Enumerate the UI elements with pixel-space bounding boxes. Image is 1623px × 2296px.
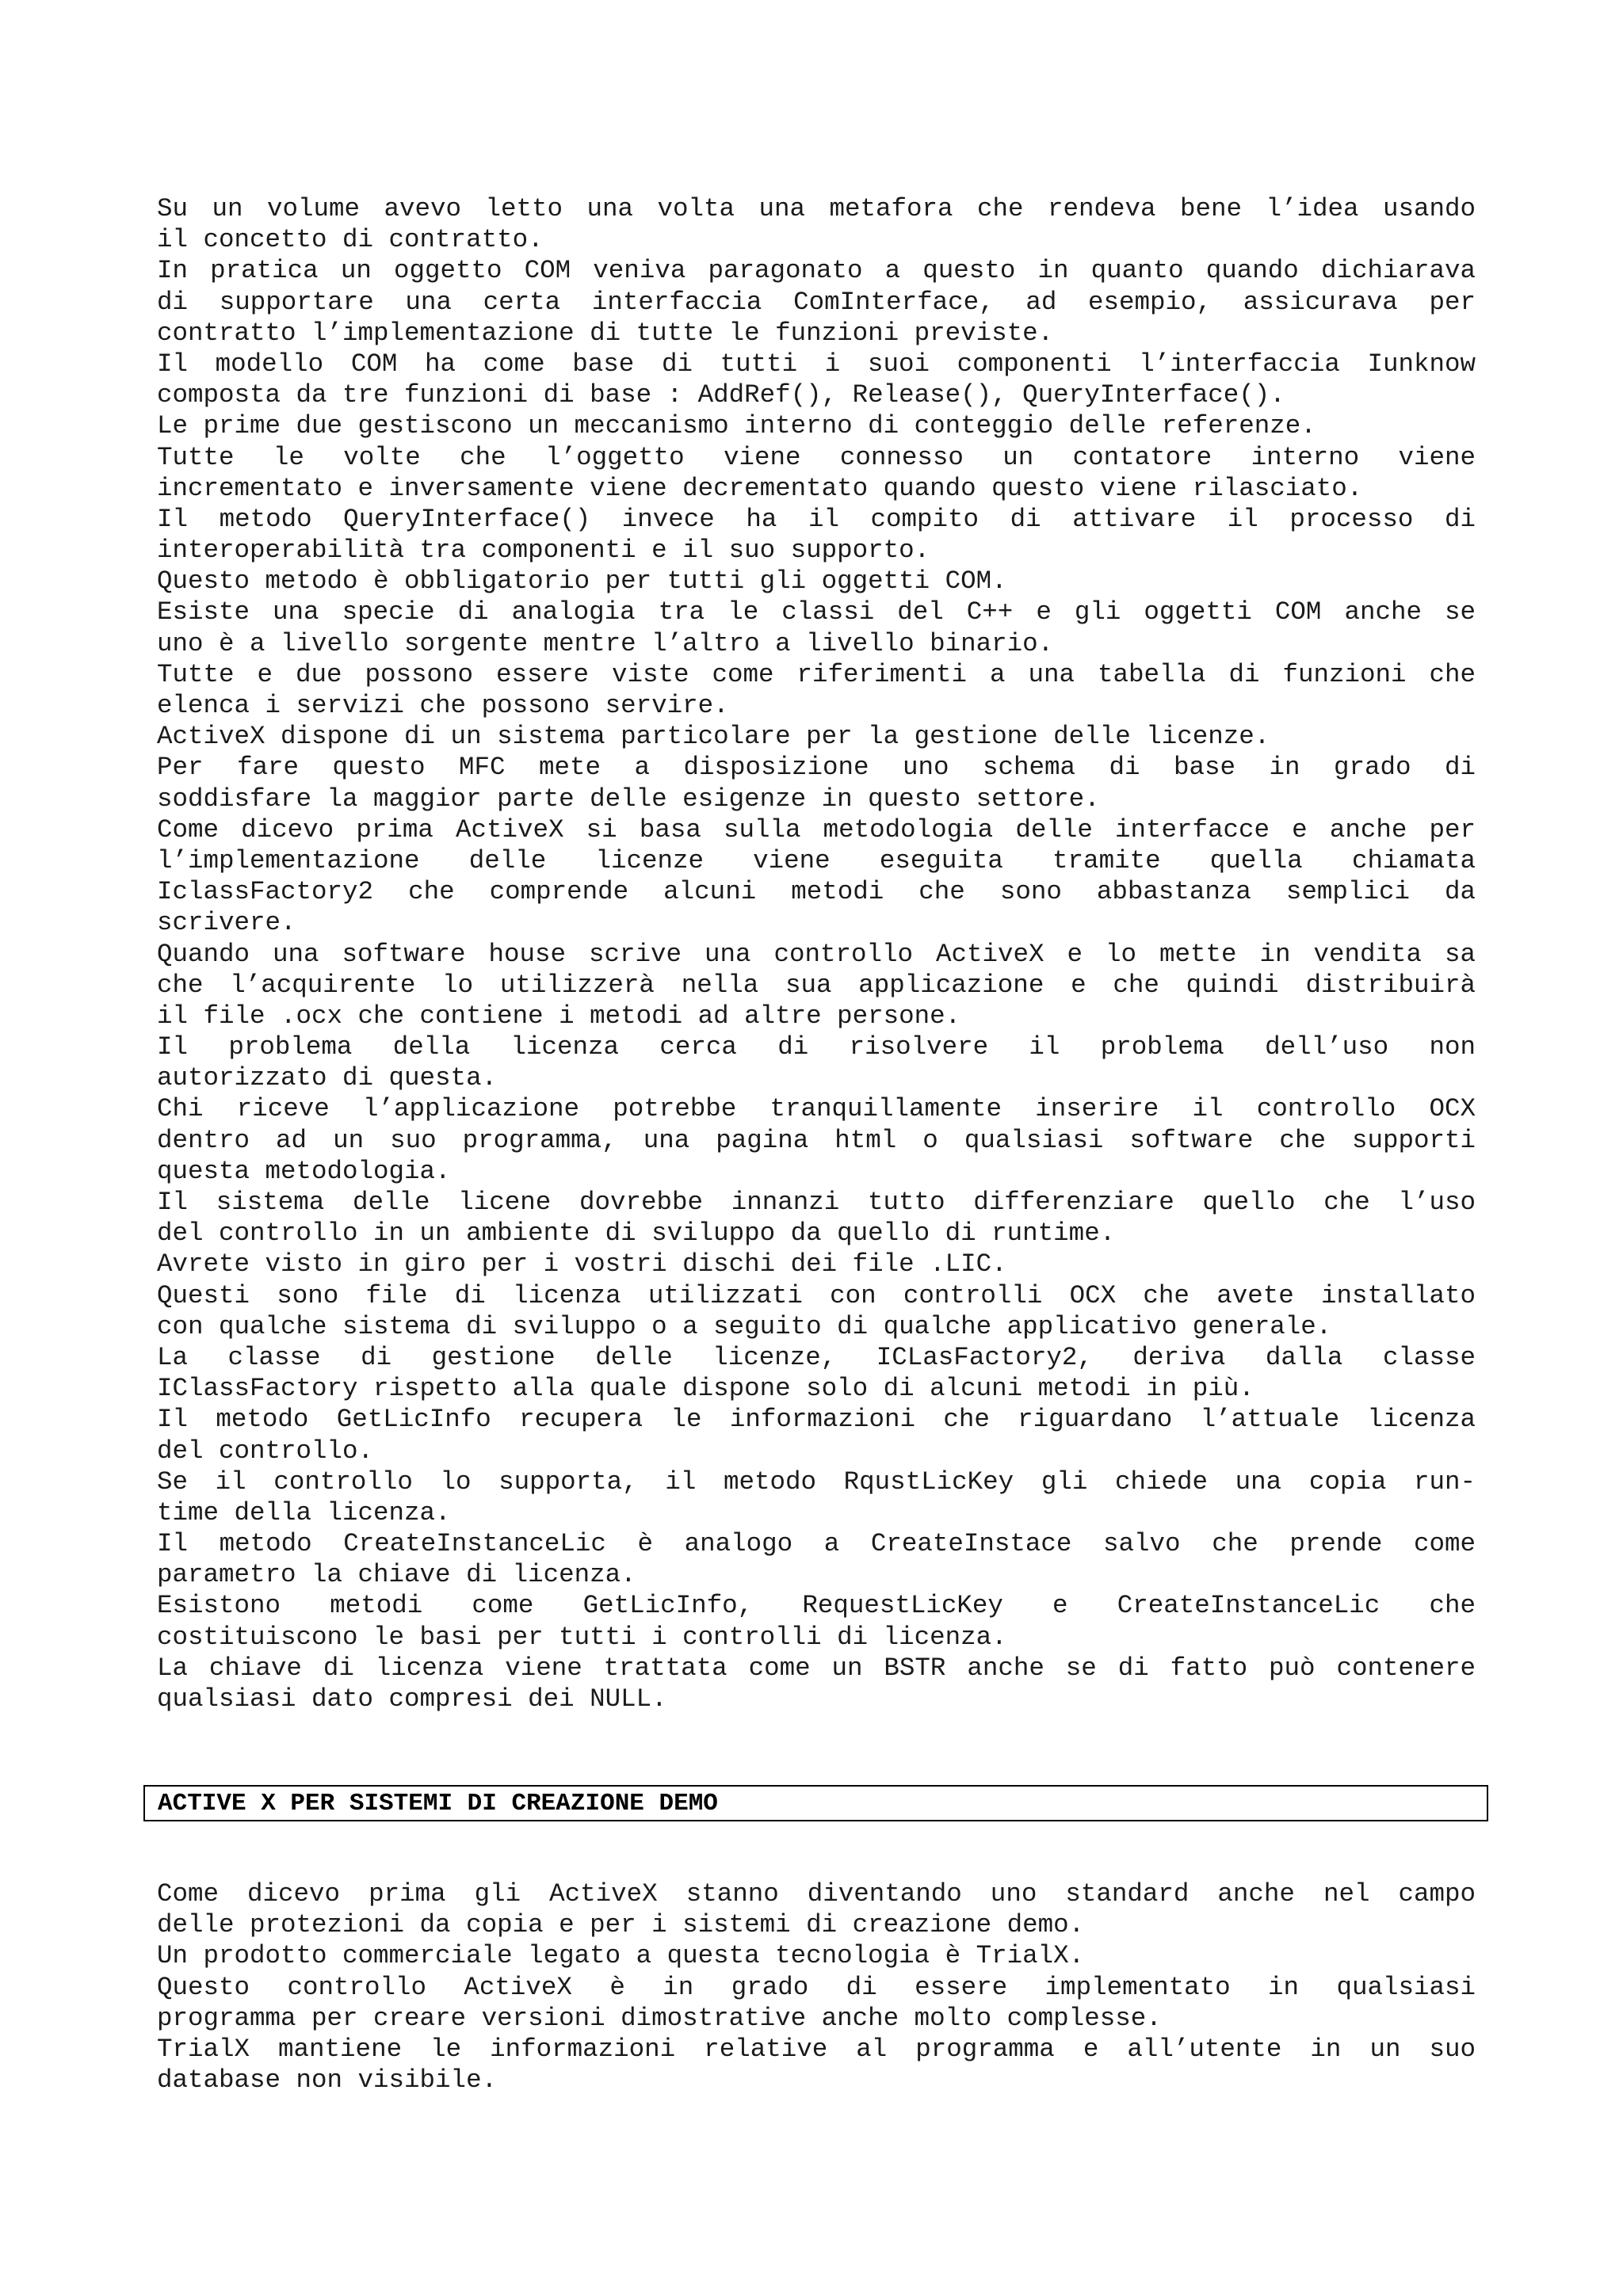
text-line: Avrete visto in giro per i vostri dischi dei file .LIC. [157, 1249, 1007, 1280]
text-line: che l’acquirente lo utilizzerà nella sua applicazione e che quindi distribuirà [157, 970, 1476, 1000]
text-line: dentro ad un suo programma, una pagina html o qualsiasi software che supporti [157, 1125, 1476, 1155]
text-line: interoperabilità tra componenti e il suo supporto. [157, 536, 930, 566]
text-line: autorizzato di questa. [157, 1063, 498, 1093]
text-line: composta da tre funzioni di base : AddRef(), Release(), QueryInterface(). [157, 380, 1285, 410]
text-line: TrialX mantiene le informazioni relative al programma e all’utente in un suo [157, 2034, 1476, 2064]
text-line: Esistono metodi come GetLicInfo, RequestLicKey e CreateInstanceLic che [157, 1591, 1476, 1621]
text-line: Questi sono file di licenza utilizzati con controlli OCX che avete installato [157, 1280, 1476, 1310]
text-line: Esiste una specie di analogia tra le classi del C++ e gli oggetti COM anche se [157, 597, 1476, 627]
text-line: Chi riceve l’applicazione potrebbe tranquillamente inserire il controllo OCX [157, 1094, 1476, 1124]
text-line: Il modello COM ha come base di tutti i suoi componenti l’interfaccia Iunknow [157, 349, 1476, 379]
text-line: Quando una software house scrive una controllo ActiveX e lo mette in vendita sa [157, 939, 1476, 969]
text-line: Se il controllo lo supporta, il metodo RqustLicKey gli chiede una copia run- [157, 1466, 1476, 1497]
text-line: Il sistema delle licene dovrebbe innanzi tutto differenziare quello che l’uso [157, 1188, 1476, 1217]
body-paragraph-2 [157, 1878, 1476, 2096]
text-line: IclassFactory2 che comprende alcuni metodi che sono abbastanza semplici da [157, 877, 1476, 907]
text-line: questa metodologia. [157, 1156, 451, 1186]
text-line: Questo controllo ActiveX è in grado di essere implementato in qualsiasi [157, 1972, 1476, 2002]
text-line: programma per creare versioni dimostrative anche molto complesse. [157, 2003, 1162, 2033]
text-line: del controllo in un ambiente di sviluppo da quello di runtime. [157, 1219, 1116, 1249]
text-line: qualsiasi dato compresi dei NULL. [157, 1684, 667, 1714]
section-heading-box [143, 1785, 1488, 1821]
text-line: costituiscono le basi per tutti i controlli di licenza. [157, 1622, 1007, 1652]
text-line: Per fare questo MFC mete a disposizione uno schema di base in grado di [157, 753, 1476, 783]
text-line: uno è a livello sorgente mentre l’altro a livello binario. [157, 628, 1054, 658]
text-line: Le prime due gestiscono un meccanismo interno di conteggio delle referenze. [157, 411, 1316, 441]
text-line: Questo metodo è obbligatorio per tutti gli oggetti COM. [157, 566, 1007, 597]
text-line: l’implementazione delle licenze viene eseguita tramite quella chiamata [157, 845, 1476, 875]
text-line: soddisfare la maggior parte delle esigenze in questo settore. [157, 784, 1100, 814]
text-line: Il problema della licenza cerca di risolvere il problema dell’uso non [157, 1032, 1476, 1062]
text-line: elenca i servizi che possono servire. [157, 691, 729, 720]
text-line: Un prodotto commerciale legato a questa tecnologia è TrialX. [157, 1941, 1085, 1971]
text-line: database non visibile. [157, 2065, 498, 2096]
text-line: La chiave di licenza viene trattata come un BSTR anche se di fatto può contenere [157, 1653, 1476, 1683]
text-line: Come dicevo prima gli ActiveX stanno diventando uno standard anche nel campo [157, 1879, 1476, 1909]
text-line: In pratica un oggetto COM veniva paragonato a questo in quanto quando dichiarava [157, 256, 1476, 286]
text-line: scrivere. [157, 908, 296, 938]
text-line: del controllo. [157, 1436, 374, 1466]
text-line: Il metodo QueryInterface() invece ha il compito di attivare il processo di [157, 504, 1476, 534]
text-line: contratto l’implementazione di tutte le funzioni previste. [157, 318, 1054, 348]
text-line: parametro la chiave di licenza. [157, 1560, 636, 1590]
section-heading: ACTIVE X PER SISTEMI DI CREAZIONE DEMO [158, 1790, 718, 1817]
text-line: il concetto di contratto. [157, 225, 544, 255]
text-line: Come dicevo prima ActiveX si basa sulla metodologia delle interfacce e anche per [157, 814, 1476, 845]
text-line: time della licenza. [157, 1497, 451, 1527]
text-line: di supportare una certa interfaccia ComInterface, ad esempio, assicurava per [157, 287, 1476, 317]
text-line: IClassFactory rispetto alla quale dispone solo di alcuni metodi in più. [157, 1374, 1254, 1404]
text-line: il file .ocx che contiene i metodi ad altre persone. [157, 1001, 961, 1031]
text-line: delle protezioni da copia e per i sistemi di creazione demo. [157, 1910, 1085, 1940]
body-paragraph-1 [157, 193, 1476, 1714]
text-line: Il metodo GetLicInfo recupera le informazioni che riguardano l’attuale licenza [157, 1405, 1476, 1435]
text-line: Tutte e due possono essere viste come riferimenti a una tabella di funzioni che [157, 659, 1476, 689]
text-line: ActiveX dispone di un sistema particolare per la gestione delle licenze. [157, 722, 1270, 752]
text-line: incrementato e inversamente viene decrementato quando questo viene rilasciato. [157, 473, 1363, 503]
text-line: Su un volume avevo letto una volta una metafora che rendeva bene l’idea usando [157, 194, 1476, 223]
text-line: Tutte le volte che l’oggetto viene connesso un contatore interno viene [157, 442, 1476, 472]
text-line: Il metodo CreateInstanceLic è analogo a CreateInstace salvo che prende come [157, 1529, 1476, 1559]
text-line: La classe di gestione delle licenze, ICLasFactory2, deriva dalla classe [157, 1342, 1476, 1372]
text-line: con qualche sistema di sviluppo o a seguito di qualche applicativo generale. [157, 1311, 1332, 1341]
